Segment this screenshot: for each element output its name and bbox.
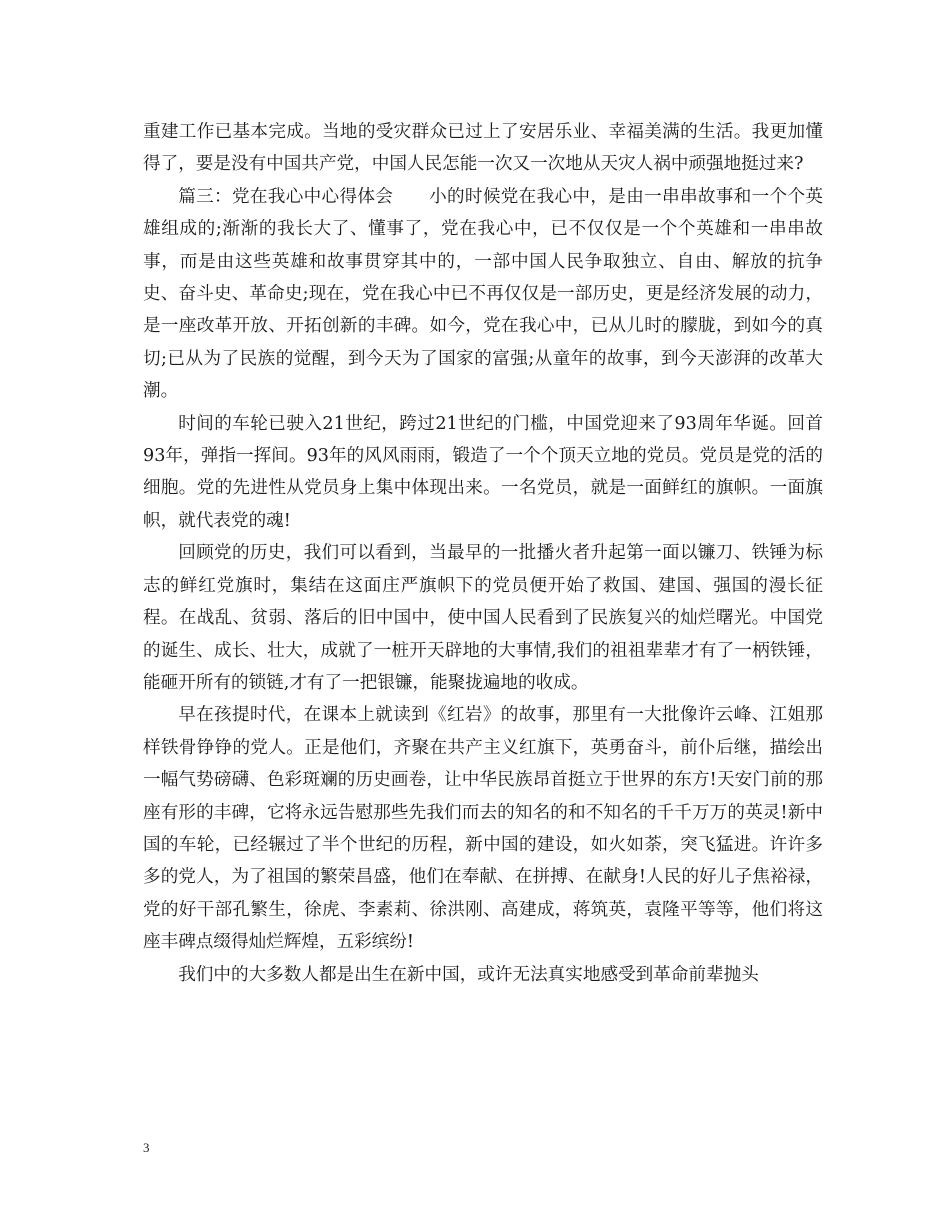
page-number: 3 (143, 1140, 150, 1155)
paragraph-5: 早在孩提时代，在课本上就读到《红岩》的故事，那里有一大批像许云峰、江姐那样铁骨铮铮的党人。正是他们，齐聚在共产主义红旗下，英勇奋斗，前仆后继，描绘出一幅气势磅礴、色彩斑斓的历史画卷，让中华民族昂首挺立于世界的东方!天安门前的那座有形的丰碑，它将永远告慰那些先我们而去的知名的和不知名的千千万万的英灵!新中国的车轮，已经辗过了半个世纪的历程，新中国的建设，如火如荼，突飞猛进。许许多多的党人，为了祖国的繁荣昌盛，他们在奉献、在拼搏、在献身!人民的好儿子焦裕禄，党的好干部孔繁生，徐虎、李素莉、徐洪刚、高建成，蒋筑英，袁隆平等等，他们将这座丰碑点缀得灿烂辉煌，五彩缤纷! (143, 705, 823, 953)
paragraph-3: 时间的车轮已驶入21世纪，跨过21世纪的门槛，中国党迎来了93周年华诞。回首93年，弹指一挥间。93年的风风雨雨，锻造了一个个顶天立地的党员。党员是党的活的细胞。党的先进性从党员身上集中体现出来。一名党员，就是一面鲜红的旗帜。一面旗帜，就代表党的魂! (143, 413, 823, 531)
paragraph-1: 重建工作已基本完成。当地的受灾群众已过上了安居乐业、幸福美满的生活。我更加懂得了，要是没有中国共产党，中国人民怎能一次又一次地从天灾人祸中顽强地挺过来? (143, 122, 823, 175)
paragraph-2: 篇三：党在我心中心得体会 小的时候党在我心中，是由一串串故事和一个个英雄组成的;渐渐的我长大了、懂事了，党在我心中，已不仅仅是一个个英雄和一串串故事，而是由这些英雄和故事贯穿其中的，一部中国人民争取独立、自由、解放的抗争史、奋斗史、革命史;现在，党在我心中已不再仅仅是一部历史，更是经济发展的动力，是一座改革开放、开拓创新的丰碑。如今，党在我心中，已从儿时的朦胧，到如今的真切;已从为了民族的觉醒，到今天为了国家的富强;从童年的故事，到今天澎湃的改革大潮。 (143, 186, 823, 402)
paragraph-4: 回顾党的历史，我们可以看到，当最早的一批播火者升起第一面以镰刀、铁锤为标志的鲜红党旗时，集结在这面庄严旗帜下的党员便开始了救国、建国、强国的漫长征程。在战乱、贫弱、落后的旧中国中，使中国人民看到了民族复兴的灿烂曙光。中国党的诞生、成长、壮大，成就了一桩开天辟地的大事情,我们的祖祖辈辈才有了一柄铁锤，能砸开所有的锁链,才有了一把银镰，能聚拢遍地的收成。 (143, 543, 823, 693)
document-body (143, 116, 823, 991)
paragraph-6: 我们中的大多数人都是出生在新中国，或许无法真实地感受到革命前辈抛头 (178, 964, 759, 985)
